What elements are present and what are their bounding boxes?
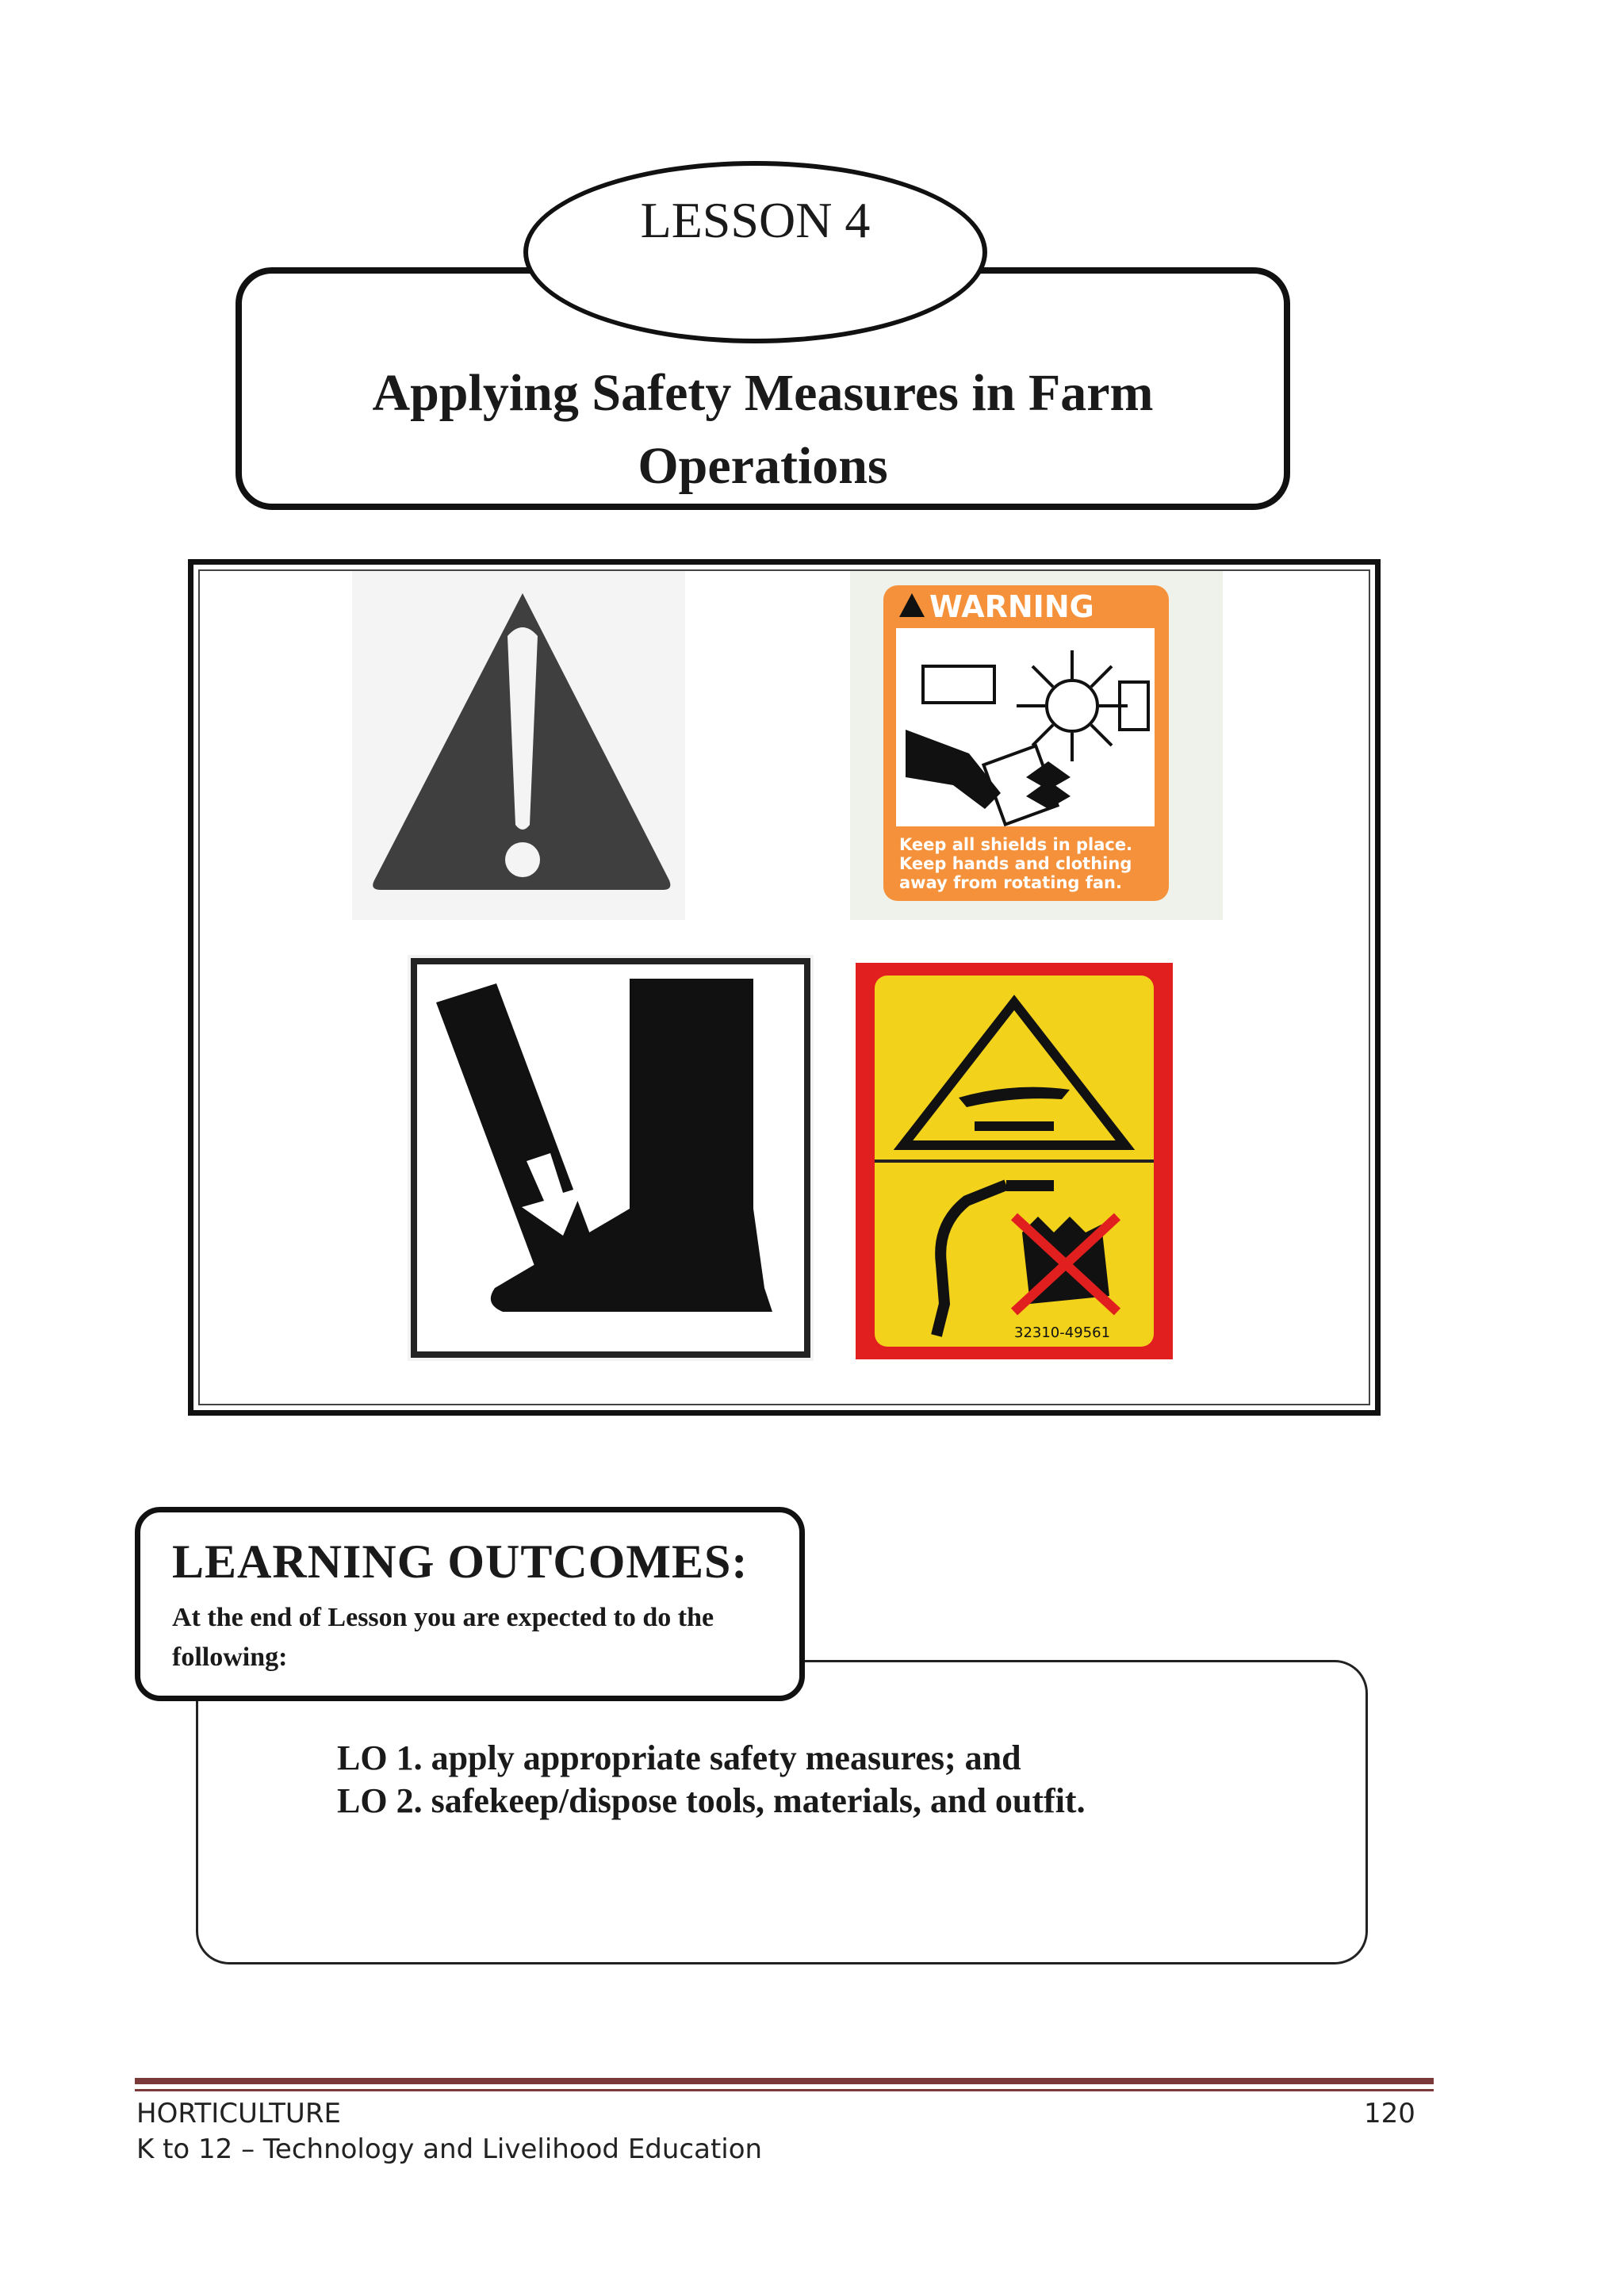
hot-surface-sign <box>856 963 1173 1359</box>
warning-rotating-fan-sign <box>850 571 1223 920</box>
learning-outcomes-intro: At the end of Lesson you are expected to do the following: <box>172 1603 714 1672</box>
lesson-title <box>236 357 1290 503</box>
warning-text-line-2: Keep hands and clothing <box>899 854 1132 873</box>
lesson-label: LESSON 4 <box>640 192 871 248</box>
hot-flame-icon <box>1006 1180 1054 1191</box>
warning-heading: WARNING <box>929 589 1094 624</box>
lesson-number-oval <box>523 161 987 343</box>
page-number: 120 <box>1364 2098 1415 2129</box>
warning-text-line-1: Keep all shields in place. <box>899 835 1133 854</box>
caution-triangle-icon <box>352 571 685 920</box>
lesson-title-line-1: Applying Safety Measures in Farm <box>372 364 1154 422</box>
learning-outcomes-header <box>135 1507 805 1701</box>
footer-rule <box>135 2078 1434 2084</box>
learning-outcomes-list <box>337 1737 1086 1823</box>
warning-text-line-3: away from rotating fan. <box>899 873 1122 892</box>
hot-surface-code: 32310-49561 <box>1014 1324 1111 1341</box>
footer-series: K to 12 – Technology and Livelihood Education <box>136 2133 763 2165</box>
learning-outcome-item: LO 2. safekeep/dispose tools, materials, and outfit. <box>337 1781 1086 1820</box>
lesson-title-line-2: Operations <box>638 437 888 495</box>
learning-outcome-item: LO 1. apply appropriate safety measures; and <box>337 1738 1021 1777</box>
safety-signs-figure <box>188 559 1381 1416</box>
footer-rule-thin <box>135 2089 1434 2091</box>
falling-object-foot-sign <box>408 955 814 1361</box>
learning-outcomes-title: LEARNING OUTCOMES: <box>172 1535 749 1588</box>
footer-subject: HORTICULTURE <box>136 2098 341 2129</box>
